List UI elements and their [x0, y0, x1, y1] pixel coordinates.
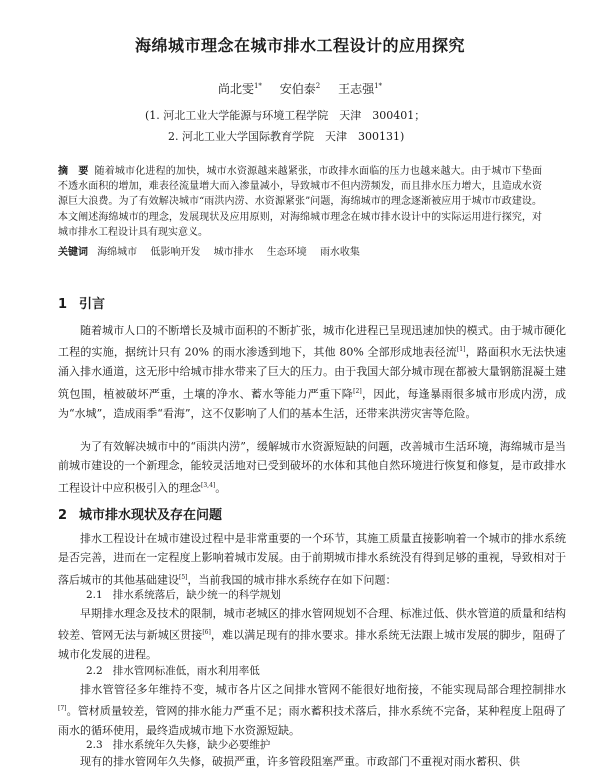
abstract — [58, 164, 542, 240]
subsection-heading-2-3: 2.3 排水系统年久失修，缺少必要维护 — [86, 739, 271, 751]
section-1-paragraph-1: 随着城市人口的不断增长及城市面积的不断扩张，城市化进程已呈现迅速加快的模式。由于城市硬化工程的实施，据统计只有 20% 的雨水渗透到地下，其他 80% 全部形成地表径流[1]，路面积水无法快速涌入排水通道，这无形中给城市排水带来了巨大的压力。由于我国大部分城市现在都被大量钢筋混凝土建筑包围，植被破坏严重，土壤的净水、蓄水等能力严重下降[2]，因此，每逢暴雨很多城市形成内涝，成为“水城”，造成雨季“看海”，这不仅影响了人们的基本生活，还带来洪涝灾害等危险。 — [58, 324, 567, 420]
subsection-2-1-text: 早期排水理念及技术的限制，城市老城区的排水管网规划不合理、标准过低、供水管道的质量和结构较差、管网无法与新城区贯接[6]，难以满足现有的排水要求。排水系统无法跟上城市发展的脚步，阻碍了城市化发展的进程。 — [58, 607, 567, 662]
affiliation-2: 2. 河北工业大学国际教育学院 天津 300131) — [168, 130, 405, 143]
section-2-intro: 排水工程设计在城市建设过程中是非常重要的一个环节，其施工质量直接影响着一个城市的排水系统是否完善，进而在一定程度上影响着城市发展。由于前期城市排水系统没有得到足够的重视，导致相对于落后城市的其他基础建设[5]，当前我国的城市排水系统存在如下问题： — [58, 532, 566, 587]
author-list — [0, 80, 600, 97]
section-1-paragraph-2: 为了有效解决城市中的“雨洪内涝”，缓解城市水资源短缺的问题，改善城市生活环境，海绵城市是当前城市建设的一个新理念，能较灵活地对已受到破坏的水体和其他自然环境进行恢复和修复，是市政排水工程设计中应积极引入的理念[3,4]。 — [58, 440, 566, 495]
keyword: 海绵城市 — [97, 247, 138, 258]
keyword: 生态环境 — [266, 247, 307, 258]
subsection-2-2-text: 排水管管径多年维持不变，城市各片区之间排水管网不能很好地衔接，不能实现局部合理控制排水[7]。管材质量较差，管网的排水能力严重不足；雨水蓄积技术落后，排水系统不完备，某种程度上阻碍了雨水的循环使用，最终造成城市地下水资源短缺。 — [58, 683, 566, 738]
subsection-heading-2-2: 2.2 排水管网标准低，雨水利用率低 — [86, 665, 260, 677]
keywords — [58, 243, 370, 258]
keywords-label: 关键词 — [58, 247, 88, 258]
abstract-text: 随着城市化进程的加快，城市水资源越来越紧张，市政排水面临的压力也越来越大。由于城市下垫面不透水面积的增加，难表径流量增大而入渗量减小，导致城市不但内涝频发，而且排水压力增大，且造成水资源巨大浪费。为了有效解决城市“雨洪内涝、水资源紧张”问题，海绵城市的理念逐渐被应用于城市市政建设。本文阐述海绵城市的理念，发展现状及应用原则，对海绵城市理念在城市排水设计中的实际运用进行探究，对城市排水工程设计具有现实意义。 — [58, 166, 543, 238]
author-2: 安伯泰$^2$ — [279, 82, 321, 96]
subsection-heading-2-1: 2.1 排水系统落后，缺少统一的科学规划 — [86, 589, 281, 601]
keyword: 低影响开发 — [150, 247, 201, 258]
author-3: 王志强$^{1*}$ — [338, 82, 383, 96]
keyword: 雨水收集 — [319, 247, 360, 258]
abstract-label: 摘 要 — [58, 166, 89, 177]
paper-title: 海绵城市理念在城市排水工程设计的应用探究 — [134, 36, 465, 55]
subsection-2-3-text: 现有的排水管网年久失修，破损严重，许多管段阻塞严重。市政部门不重视对雨水蓄积、供 — [80, 755, 520, 768]
keyword: 城市排水 — [213, 247, 254, 258]
section-heading-2: 2 城市排水现状及存在问题 — [58, 508, 223, 523]
author-1: 尚北雯$^{1*}$ — [217, 82, 262, 96]
affiliation-1: (1. 河北工业大学能源与环境工程学院 天津 300401； — [145, 109, 426, 122]
section-heading-1: 1 引言 — [58, 297, 106, 312]
